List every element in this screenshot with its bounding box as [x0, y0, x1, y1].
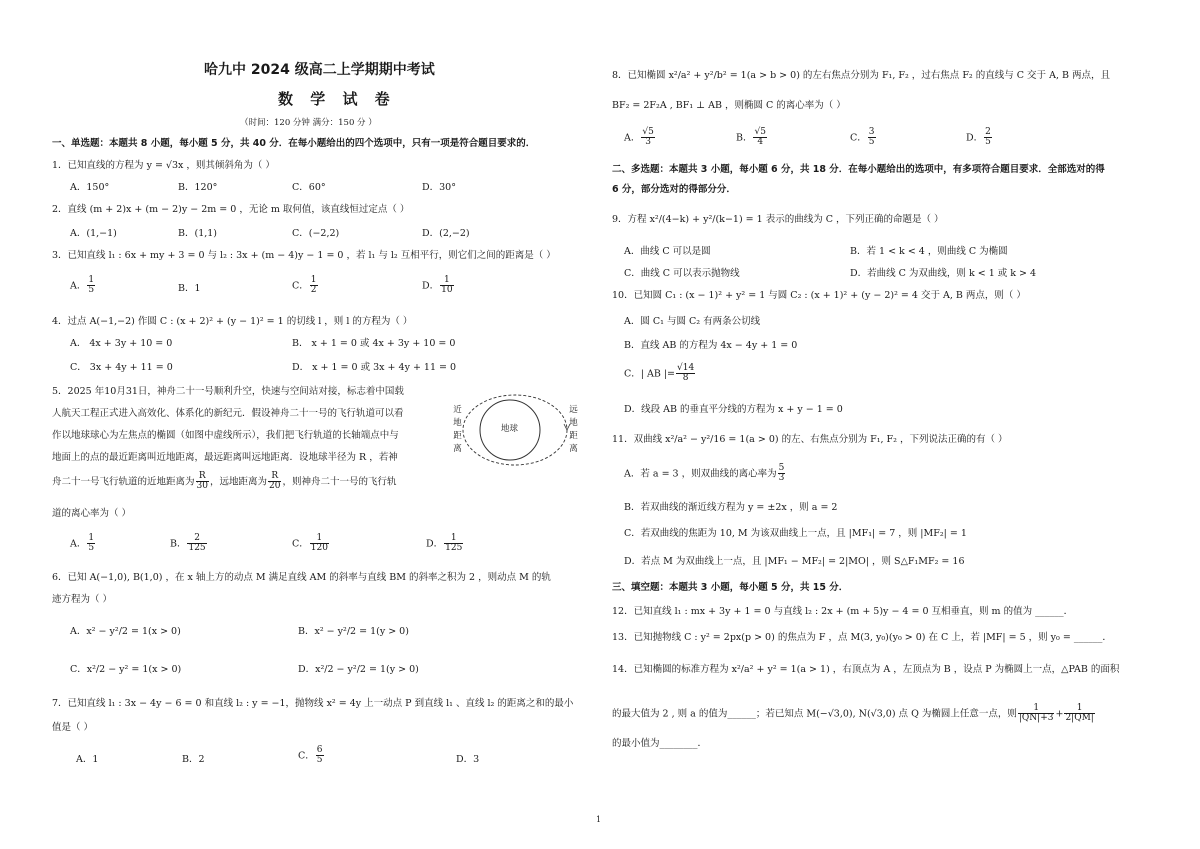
question-10-option-b: B．直线 AB 的方程为 4x − 4y + 1 = 0 — [624, 340, 798, 351]
question-4-option-a: A． 4x + 3y + 10 = 0 — [70, 338, 173, 349]
line-text: ，则神舟二十一号的飞行轨 — [282, 476, 397, 488]
option-prefix: C． — [298, 750, 315, 762]
option-prefix: D． — [422, 280, 440, 292]
fraction — [310, 276, 318, 296]
question-11-option-c: C．若双曲线的焦距为 10, M 为该双曲线上一点，且 |MF₁| = 7 ，则 |MF₂| = 1 — [624, 528, 967, 539]
fraction — [310, 534, 329, 554]
numerator: 1 — [444, 534, 463, 544]
question-1-option-b: B．120° — [178, 182, 218, 193]
question-6-option-c: C．x²/2 − y² = 1(x > 0) — [70, 664, 182, 675]
question-5-line-4: 地面上的点的最近距离叫近地距离，最远距离叫远地距离．设地球半径为 R ，若神 — [52, 452, 398, 463]
question-10-option-d: D．线段 AB 的垂直平分线的方程为 x + y − 1 = 0 — [624, 404, 843, 415]
question-14-line-2 — [612, 704, 1096, 724]
option-prefix: B． — [170, 538, 187, 550]
denominator: 10 — [441, 285, 453, 296]
denominator: 3 — [778, 473, 785, 484]
fraction — [444, 534, 463, 554]
option-prefix: B． — [736, 132, 753, 144]
fraction — [984, 128, 992, 148]
denominator: 5 — [88, 543, 95, 554]
question-7-option-d: D．3 — [456, 754, 480, 765]
line-text: 的最大值为 2 , 则 a 的值为______；若已知点 M(−√3,0), N(√3,0) 点 Q 为椭圆上任意一点，则 — [612, 708, 1017, 720]
fraction — [676, 364, 695, 384]
question-2-option-d: D．(2,−2) — [422, 228, 470, 239]
numerator: R — [268, 472, 281, 482]
question-6-option-a: A．x² − y²/2 = 1(x > 0) — [70, 626, 181, 637]
question-8-option-b — [736, 128, 768, 148]
numerator: 1 — [88, 533, 95, 543]
question-2-option-a: A．(1,−1) — [70, 228, 117, 239]
fraction — [1064, 704, 1094, 724]
question-5-line-1: 5．2025 年10月31日，神舟二十一号顺利升空，快速与空间站对接，标志着中国载 — [52, 386, 404, 397]
question-6-stem: 6．已知 A(−1,0), B(1,0) ，在 x 轴上方的动点 M 满足直线 AM 的斜率与直线 BM 的斜率之积为 2 ，则动点 M 的轨 — [52, 572, 551, 583]
fraction — [87, 534, 95, 554]
denominator: 20 — [268, 481, 281, 492]
question-1-option-c: C．60° — [292, 182, 326, 193]
numerator: 1 — [88, 275, 95, 285]
option-prefix: A． — [70, 538, 87, 550]
option-prefix: C． — [292, 280, 309, 292]
exam-meta: （时间：120 分钟 满分：150 分 ） — [240, 118, 377, 128]
denominator: 2|QM| — [1065, 713, 1094, 724]
denominator: 2 — [310, 285, 317, 296]
numerator: 6 — [316, 745, 323, 755]
option-prefix: C． — [292, 538, 309, 550]
question-3-option-a — [70, 276, 96, 296]
denominator: 120 — [310, 543, 328, 554]
numerator: √14 — [677, 363, 695, 373]
question-7-stem: 7．已知直线 l₁ : 3x − 4y − 6 = 0 和直线 l₂ : y = −1，抛物线 x² = 4y 上一动点 P 到直线 l₁ 、直线 l₂ 的距离之和的最小 — [52, 698, 574, 709]
question-10-option-c — [624, 364, 696, 384]
question-2-option-b: B．(1,1) — [178, 228, 218, 239]
question-14-line-3: 的最小值为________． — [612, 738, 708, 749]
perigee-label: 近地距离 — [453, 405, 462, 454]
question-8-option-a — [624, 128, 656, 148]
question-4-option-b: B． x + 1 = 0 或 4x + 3y + 10 = 0 — [292, 338, 456, 349]
question-5-line-3: 作以地球球心为左焦点的椭圆（如图中虚线所示），我们把飞行轨道的长轴端点中与 — [52, 430, 399, 441]
plus-sign: + — [1055, 708, 1064, 720]
numerator: 5 — [778, 463, 785, 473]
denominator: 8 — [682, 373, 689, 384]
section-2-heading: 二、多选题：本题共 3 小题，每小题 6 分，共 18 分．在每小题给出的选项中，有多项符合题目要求．全部选对的得 — [612, 164, 1105, 175]
option-prefix: A． — [70, 280, 87, 292]
question-11-stem: 11．双曲线 x²/a² − y²/16 = 1(a > 0) 的左、右焦点分别为 F₁, F₂ ，下列说法正确的有（ ） — [612, 434, 1008, 445]
section-3-heading: 三、填空题：本题共 3 小题，每小题 5 分，共 15 分． — [612, 582, 849, 593]
fraction — [196, 472, 209, 492]
fraction — [268, 472, 281, 492]
section-2-heading-2: 6 分，部分选对的得部分分． — [612, 184, 736, 195]
question-9-option-d: D．若曲线 C 为双曲线，则 k < 1 或 k > 4 — [850, 268, 1037, 279]
numerator: 1 — [310, 275, 317, 285]
fraction — [641, 128, 654, 148]
denominator: 30 — [196, 481, 208, 492]
question-11-option-a — [624, 464, 786, 484]
question-9-stem: 9．方程 x²/(4−k) + y²/(k−1) = 1 表示的曲线为 C ，下列正确的命题是（ ） — [612, 214, 944, 225]
question-1-stem: 1．已知直线的方程为 y = √3x ，则其倾斜角为（ ） — [52, 160, 275, 171]
line-text: 舟二十一号飞行轨道的近地距离为 — [52, 476, 195, 488]
question-8-stem-2: BF₂ = 2F₂A , BF₁ ⊥ AB ，则椭圆 C 的离心率为（ ） — [612, 100, 846, 111]
question-6-stem-2: 迹方程为（ ） — [52, 594, 113, 605]
denominator: 3 — [645, 137, 651, 148]
option-prefix: A．若 a = 3 ，则双曲线的离心率为 — [624, 468, 777, 480]
option-prefix: D． — [966, 132, 984, 144]
question-10-stem: 10．已知圆 C₁ : (x − 1)² + y² = 1 与圆 C₂ : (x + 1)² + (y − 2)² = 4 交于 A, B 两点，则（ ） — [612, 290, 1026, 301]
fraction — [868, 128, 876, 148]
question-14-line-1: 14．已知椭圆的标准方程为 x²/a² + y² = 1(a > 1) ，右顶点为 A ，左顶点为 B ，设点 P 为椭圆上一点，△PAB 的面积 — [612, 664, 1120, 675]
question-3-stem: 3．已知直线 l₁ : 6x + my + 3 = 0 与 l₂ : 3x + (m − 4)y − 1 = 0 ，若 l₁ 与 l₂ 互相平行，则它们之间的距离是（ ） — [52, 250, 556, 261]
question-5-option-a — [70, 534, 96, 554]
question-3-option-c — [292, 276, 319, 296]
question-1-option-d: D．30° — [422, 182, 456, 193]
page-number: 1 — [596, 815, 602, 824]
orbit-figure — [452, 390, 582, 470]
fraction — [87, 276, 95, 296]
question-2-stem: 2．直线 (m + 2)x + (m − 2)y − 2m = 0 ，无论 m 取何值，该直线恒过定点（ ） — [52, 204, 410, 215]
numerator: 2 — [985, 127, 991, 137]
fraction — [187, 534, 206, 554]
question-7-stem-2: 值是（ ） — [52, 722, 94, 733]
question-4-option-d: D． x + 1 = 0 或 3x + 4y + 11 = 0 — [292, 362, 457, 373]
question-2-option-c: C．(−2,2) — [292, 228, 340, 239]
apogee-label: 远地距离 — [569, 405, 578, 454]
numerator: 1 — [440, 276, 453, 286]
question-5-line-5 — [52, 472, 396, 492]
earth-label: 地球 — [501, 424, 519, 434]
numerator: √5 — [642, 127, 654, 137]
question-5-line-2: 人航天工程正式进入高效化、体系化的新纪元．假设神舟二十一号的飞行轨道可以看 — [52, 408, 404, 419]
fraction — [778, 464, 786, 484]
question-10-option-a: A．圆 C₁ 与圆 C₂ 有两条公切线 — [624, 316, 761, 327]
question-5-option-b — [170, 534, 208, 554]
numerator: R — [196, 472, 209, 482]
question-5-line-6: 道的离心率为（ ） — [52, 508, 132, 519]
question-4-stem: 4．过点 A(−1,−2) 作圆 C : (x + 2)² + (y − 1)² = 1 的切线 l ，则 l 的方程为（ ） — [52, 316, 413, 327]
numerator: √5 — [754, 127, 766, 137]
numerator: 1 — [1064, 704, 1094, 714]
question-6-option-d: D．x²/2 − y²/2 = 1(y > 0) — [298, 664, 419, 675]
question-8-option-d — [966, 128, 993, 148]
fraction — [440, 276, 453, 296]
question-7-option-b: B．2 — [182, 754, 205, 765]
numerator: 2 — [187, 534, 206, 544]
option-prefix: C． — [850, 132, 867, 144]
option-prefix: A． — [624, 132, 641, 144]
question-7-option-c — [298, 746, 325, 766]
exam-title: 哈九中 2024 级高二上学期期中考试 — [204, 62, 435, 78]
question-9-option-a: A．曲线 C 可以是圆 — [624, 246, 711, 257]
fraction — [753, 128, 766, 148]
question-4-option-c: C． 3x + 4y + 11 = 0 — [70, 362, 173, 373]
question-11-option-d: D．若点 M 为双曲线上一点，且 |MF₁ − MF₂| = 2|MO| ，则 S△F₁MF₂ = 16 — [624, 556, 965, 567]
question-3-option-b: B．1 — [178, 283, 201, 294]
option-prefix: D． — [426, 538, 444, 550]
denominator: 4 — [757, 137, 764, 148]
question-12-stem: 12．已知直线 l₁ : mx + 3y + 1 = 0 与直线 l₂ : 2x + (m + 5)y − 4 = 0 互相垂直，则 m 的值为 ______． — [612, 606, 1074, 617]
line-text: ，远地距离为 — [209, 476, 267, 488]
denominator: 5 — [316, 755, 323, 766]
question-9-option-b: B．若 1 < k < 4 ，则曲线 C 为椭圆 — [850, 246, 1008, 257]
question-7-option-a: A．1 — [76, 754, 99, 765]
denominator: 5 — [985, 137, 991, 148]
question-5-option-d — [426, 534, 464, 554]
fraction — [1018, 704, 1055, 724]
fraction — [316, 746, 324, 766]
question-9-option-c: C．曲线 C 可以表示抛物线 — [624, 268, 740, 279]
question-5-option-c — [292, 534, 330, 554]
numerator: 1 — [1018, 704, 1055, 714]
numerator: 3 — [868, 127, 875, 137]
question-3-option-d — [422, 276, 455, 296]
section-1-heading: 一、单选题：本题共 8 小题，每小题 5 分，共 40 分．在每小题给出的四个选项中，只有一项是符合题目要求的． — [52, 138, 536, 149]
denominator: 125 — [445, 543, 463, 554]
denominator: 5 — [88, 285, 95, 296]
denominator: 5 — [868, 137, 875, 148]
question-11-option-b: B．若双曲线的渐近线方程为 y = ±2x ，则 a = 2 — [624, 502, 838, 513]
numerator: 1 — [310, 534, 329, 544]
option-prefix: C．| AB |= — [624, 368, 676, 380]
question-6-option-b: B．x² − y²/2 = 1(y > 0) — [298, 626, 409, 637]
question-8-stem: 8．已知椭圆 x²/a² + y²/b² = 1(a > b > 0) 的左右焦点分别为 F₁, F₂ ，过右焦点 F₂ 的直线与 C 交于 A, B 两点，且 — [612, 70, 1110, 81]
denominator: 125 — [188, 543, 206, 554]
denominator: |QN|+3 — [1018, 713, 1054, 724]
question-1-option-a: A．150° — [70, 182, 110, 193]
exam-subtitle: 数 学 试 卷 — [278, 90, 396, 108]
question-8-option-c — [850, 128, 877, 148]
question-13-stem: 13．已知抛物线 C : y² = 2px(p > 0) 的焦点为 F ，点 M(3, y₀)(y₀ > 0) 在 C 上，若 |MF| = 5 ，则 y₀ = ______． — [612, 632, 1112, 643]
